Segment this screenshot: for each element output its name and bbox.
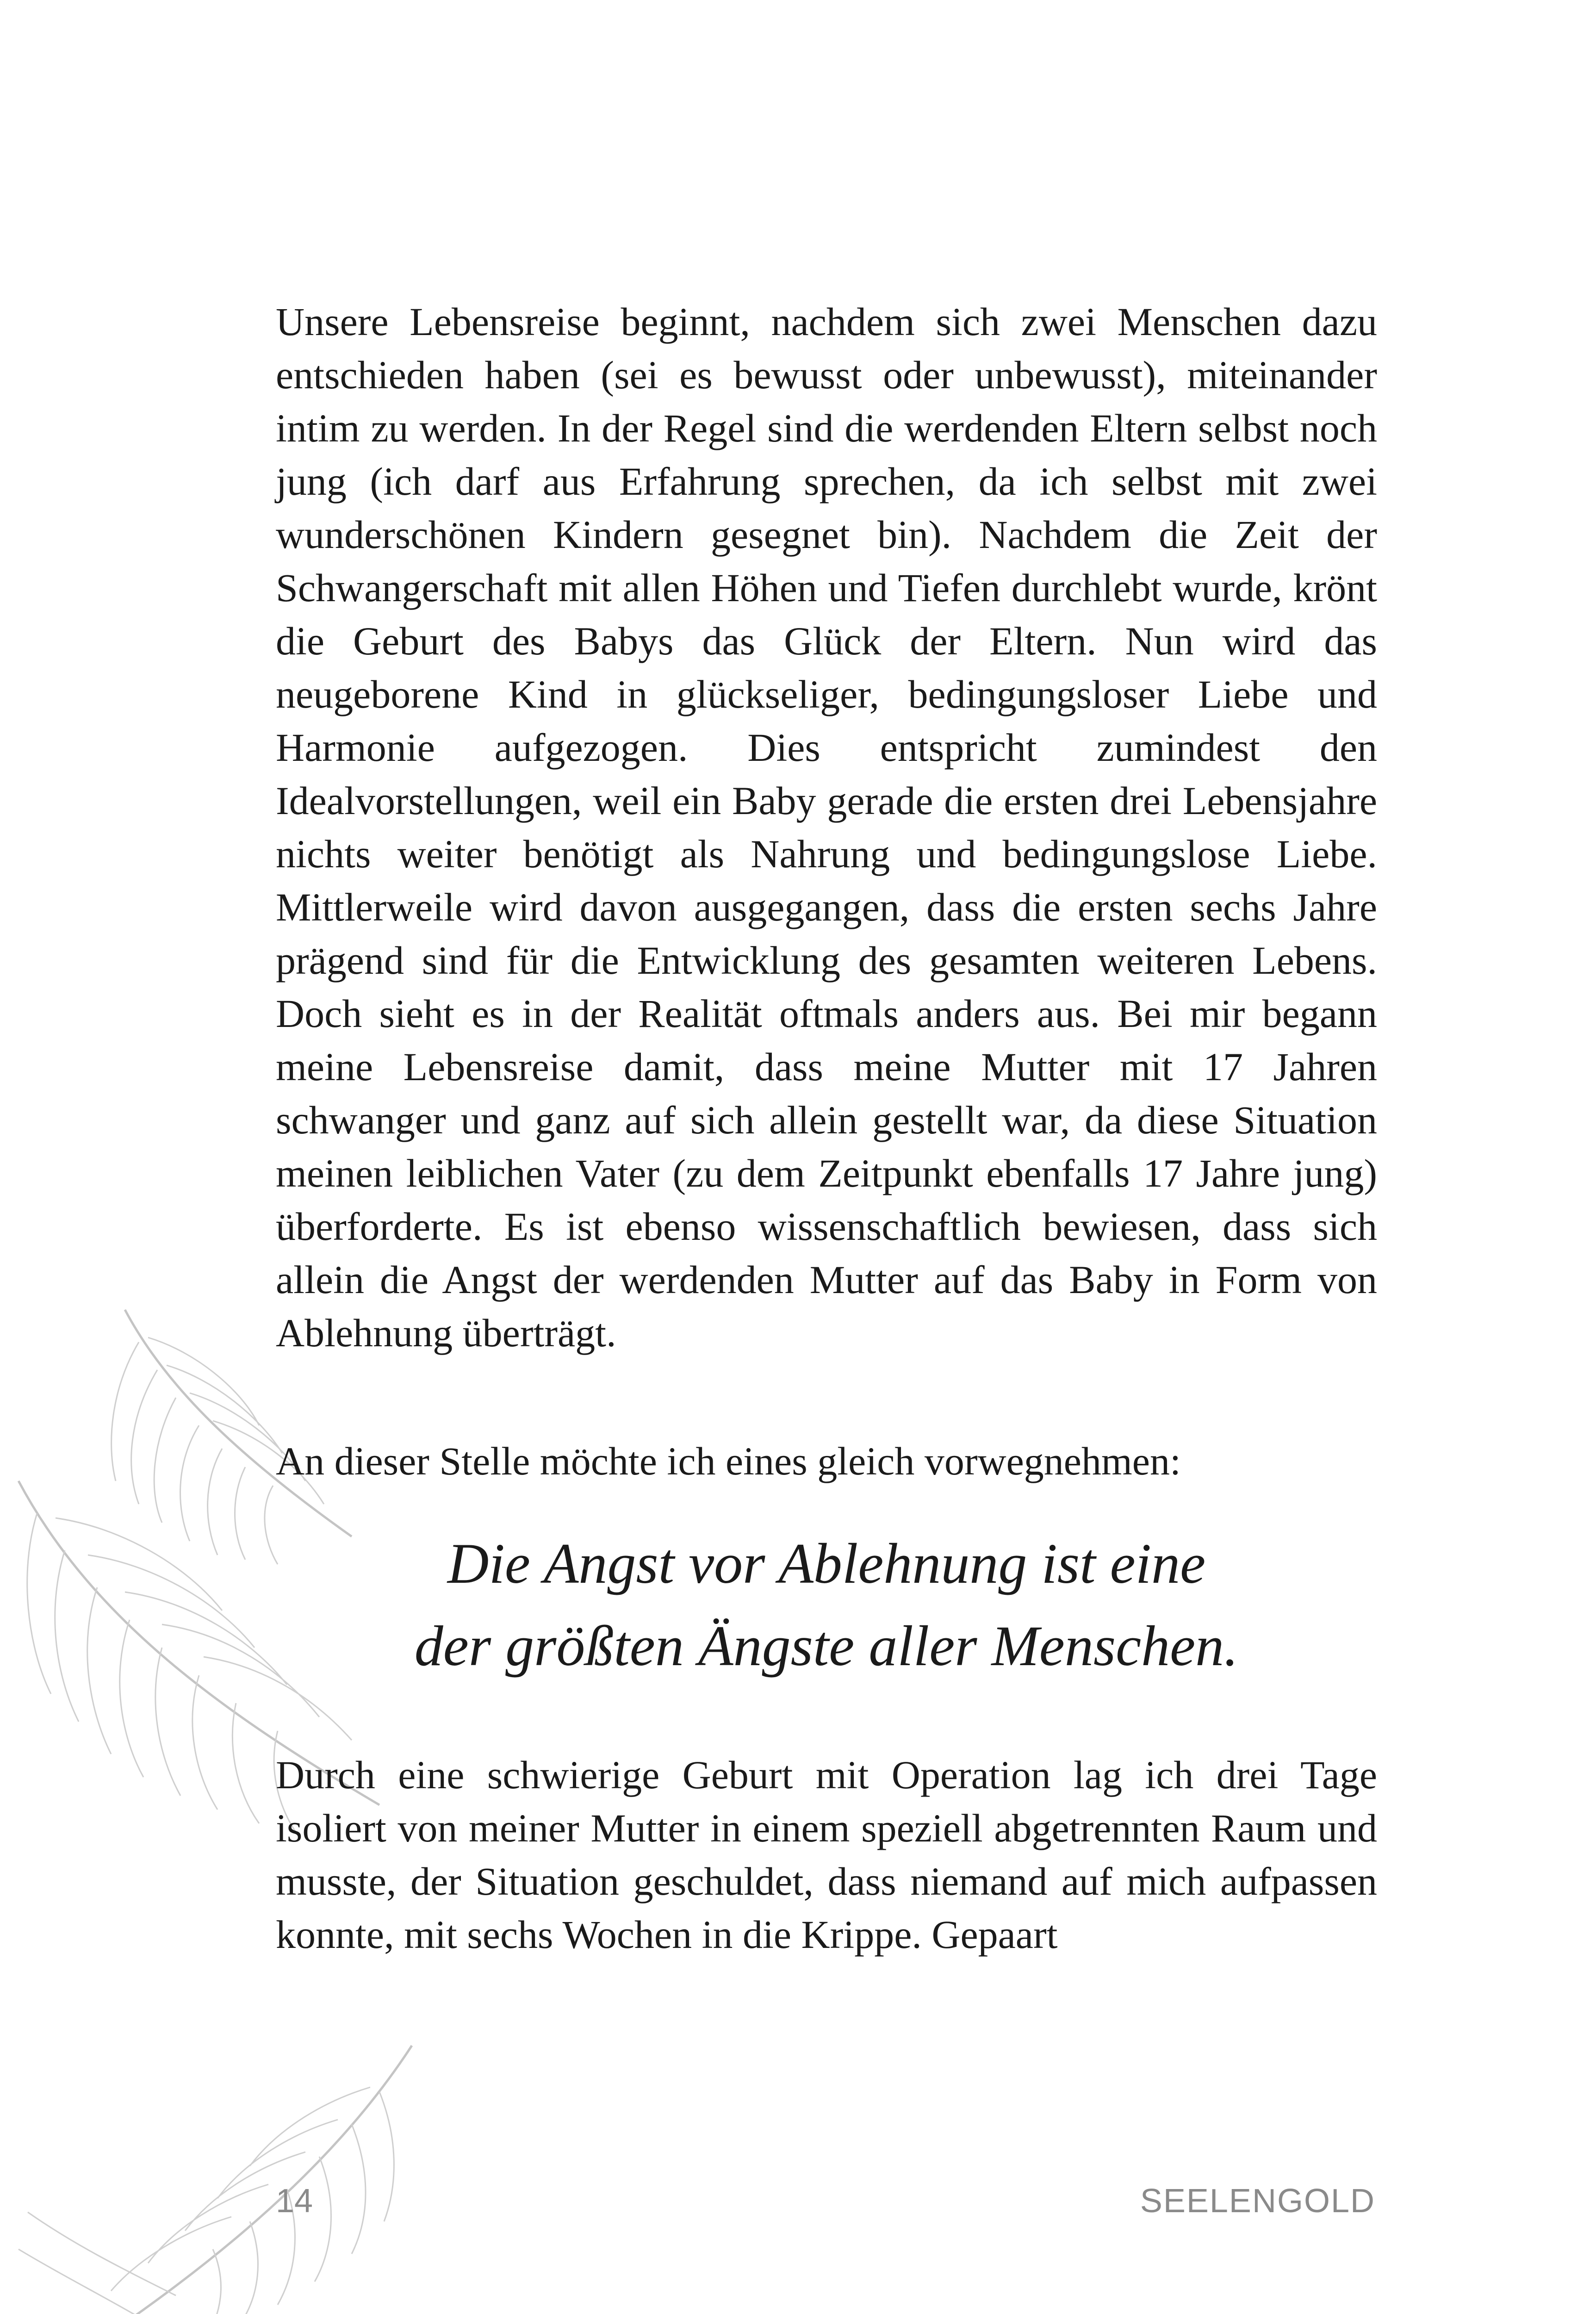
body-paragraph: An dieser Stelle möchte ich eines gleich vorwegnehmen: xyxy=(276,1439,1181,1483)
page-number: 14 xyxy=(276,2183,313,2220)
pull-quote xyxy=(276,1523,1377,1687)
pull-quote-line: Die Angst vor Ablehnung ist eine xyxy=(447,1532,1206,1595)
body-paragraph: Unsere Lebensreise beginnt, nachdem sich zwei Menschen dazu entschieden haben (sei es bewusst oder unbewusst), miteinander intim zu werden. In der Regel sind die werdenden Eltern selbst noch jung (ich darf aus Erfahrung sprechen, da ich selbst mit zwei wunderschönen Kindern gesegnet bin). Nachdem die Zeit der Schwangerschaft mit allen Höhen und Tiefen durchlebt wurde, krönt die Geburt des Babys das Glück der Eltern. Nun wird das neugeborene Kind in glückseliger, bedingungsloser Liebe und Harmonie aufgezogen. Dies entspricht zumindest den Idealvorstellungen, weil ein Baby gerade die ersten drei Lebensjahre nichts weiter benötigt als Nahrung und bedingungslose Liebe. Mittlerweile wird davon ausgegangen, dass die ersten sechs Jahre prägend sind für die Entwicklung des gesamten weiteren Lebens. Doch sieht es in der Realität oftmals anders aus. Bei mir begann meine Lebensreise damit, dass meine Mutter mit 17 Jahren schwanger und ganz auf sich allein gestellt war, da diese Situation meinen leiblichen Vater (zu dem Zeitpunkt ebenfalls 17 Jahre jung) überforderte. Es ist ebenso wissenschaftlich bewiesen, dass sich allein die Angst der werdenden Mutter auf das Baby in Form von Ablehnung überträgt. xyxy=(276,299,1377,1355)
pull-quote-line: der größten Ängste aller Menschen. xyxy=(414,1614,1239,1678)
running-footer-title: SEELENGOLD xyxy=(1140,2183,1375,2220)
body-paragraph: Durch eine schwierige Geburt mit Operation lag ich drei Tage isoliert von meiner Mutter in einem speziell abgetrennten Raum und musste, der Situation geschuldet, dass niemand auf mich aufpassen konnte, mit sechs Wochen in die Krippe. Gepaart xyxy=(276,1753,1377,1957)
